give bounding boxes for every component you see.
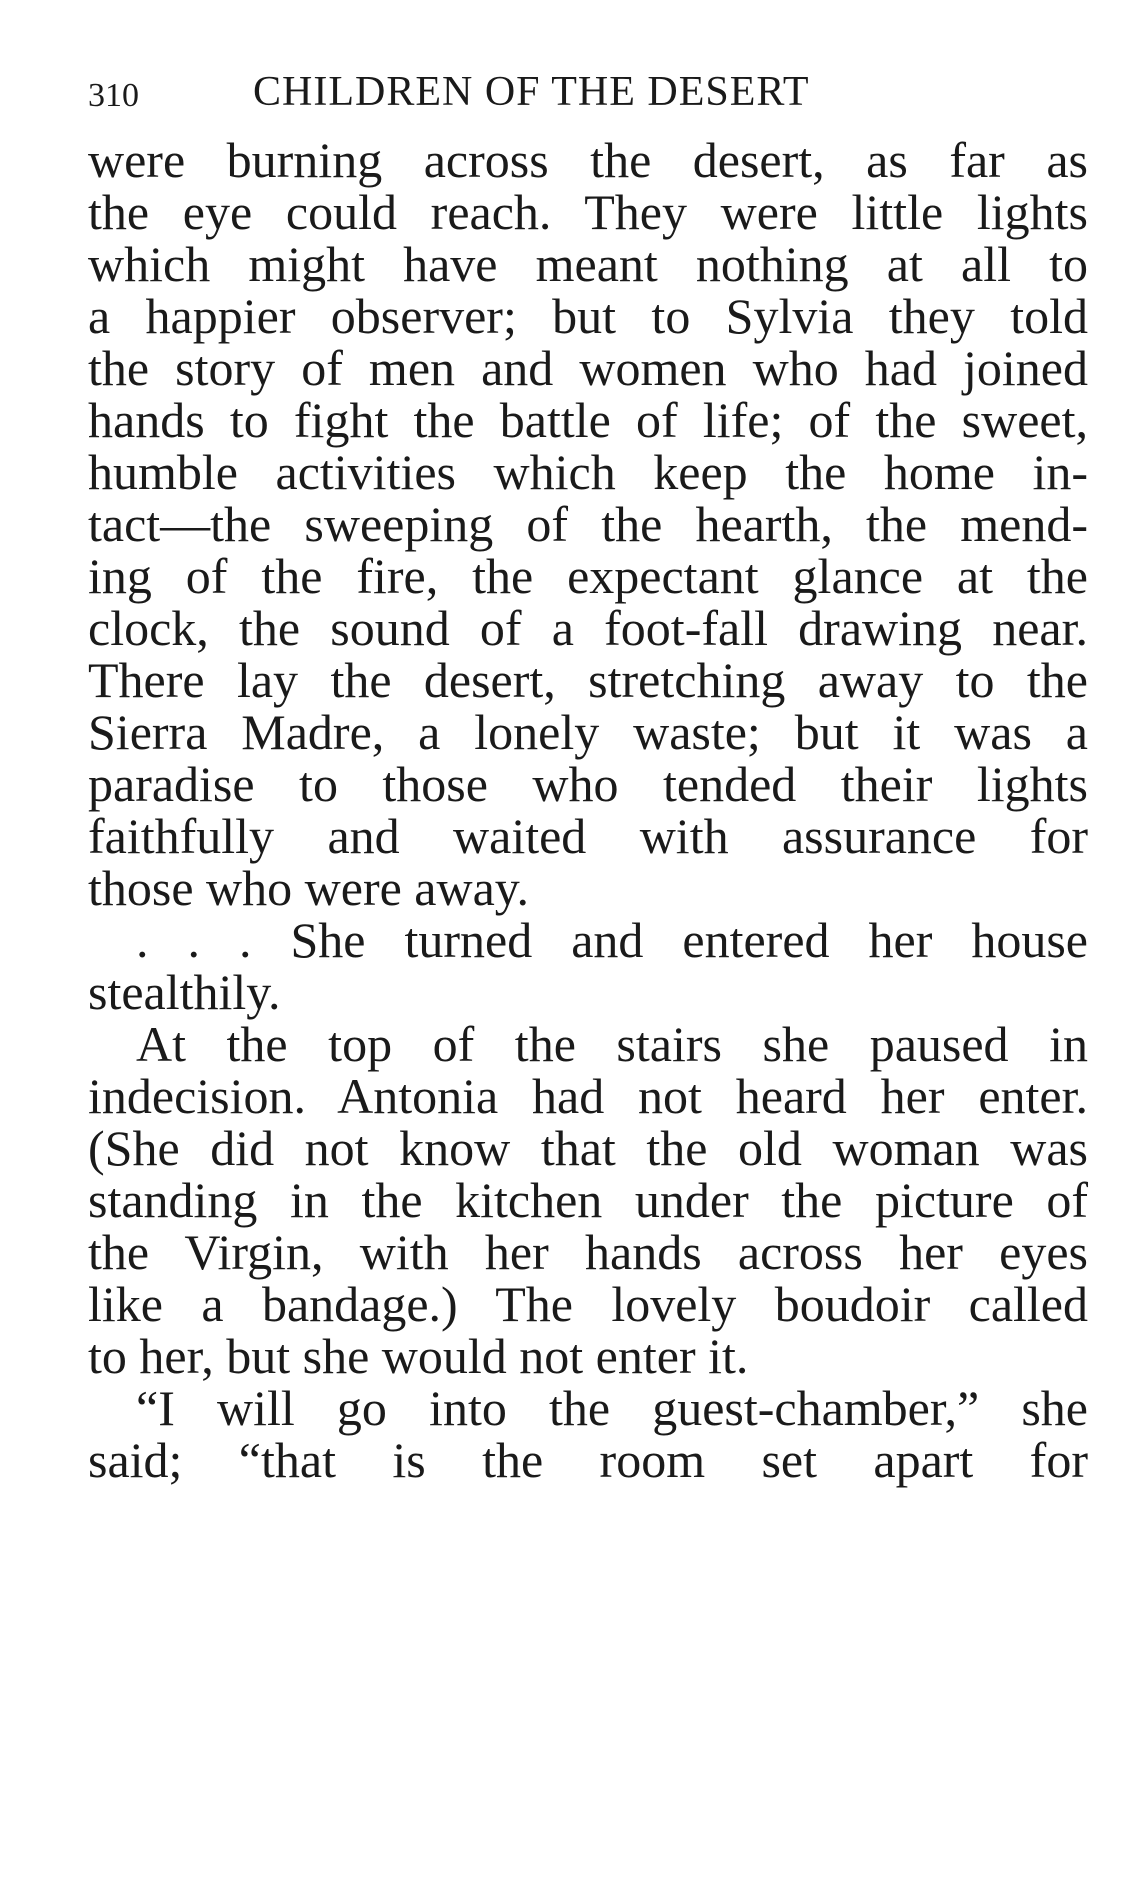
text-line: There lay the desert, stretching away to the xyxy=(88,652,1088,708)
text-line: tact—the sweeping of the hearth, the mend- xyxy=(88,496,1088,552)
text-line: the story of men and women who had joined xyxy=(88,340,1088,396)
page-header xyxy=(88,62,948,122)
text-line: paradise to those who tended their lights xyxy=(88,756,1088,812)
text-line: those who were away. xyxy=(88,860,530,916)
text-line: At the top of the stairs she paused in xyxy=(136,1016,1088,1072)
text-line: the eye could reach. They were little lights xyxy=(88,184,1088,240)
text-line: were burning across the desert, as far as xyxy=(88,132,1088,188)
text-line: said; “that is the room set apart for xyxy=(88,1432,1088,1488)
text-line: faithfully and waited with assurance for xyxy=(88,808,1088,864)
page-number: 310 xyxy=(88,77,139,114)
text-line: Sierra Madre, a lonely waste; but it was a xyxy=(88,704,1088,760)
text-line: a happier observer; but to Sylvia they told xyxy=(88,288,1088,344)
text-line: (She did not know that the old woman was xyxy=(88,1120,1088,1176)
text-line: indecision. Antonia had not heard her enter. xyxy=(88,1068,1088,1124)
text-line: ing of the fire, the expectant glance at the xyxy=(88,548,1088,604)
text-line: like a bandage.) The lovely boudoir called xyxy=(88,1276,1088,1332)
text-line: clock, the sound of a foot-fall drawing near. xyxy=(88,600,1088,656)
text-line: hands to fight the battle of life; of the sweet, xyxy=(88,392,1088,448)
text-line: . . . She turned and entered her house xyxy=(136,912,1088,968)
text-line: the Virgin, with her hands across her eyes xyxy=(88,1224,1088,1280)
text-line: stealthily. xyxy=(88,964,281,1020)
text-line: standing in the kitchen under the picture of xyxy=(88,1172,1088,1228)
running-title: CHILDREN OF THE DESERT xyxy=(253,69,810,115)
text-line: humble activities which keep the home in- xyxy=(88,444,1088,500)
text-line: to her, but she would not enter it. xyxy=(88,1328,749,1384)
text-line: which might have meant nothing at all to xyxy=(88,236,1088,292)
text-line: “I will go into the guest-chamber,” she xyxy=(136,1380,1088,1436)
